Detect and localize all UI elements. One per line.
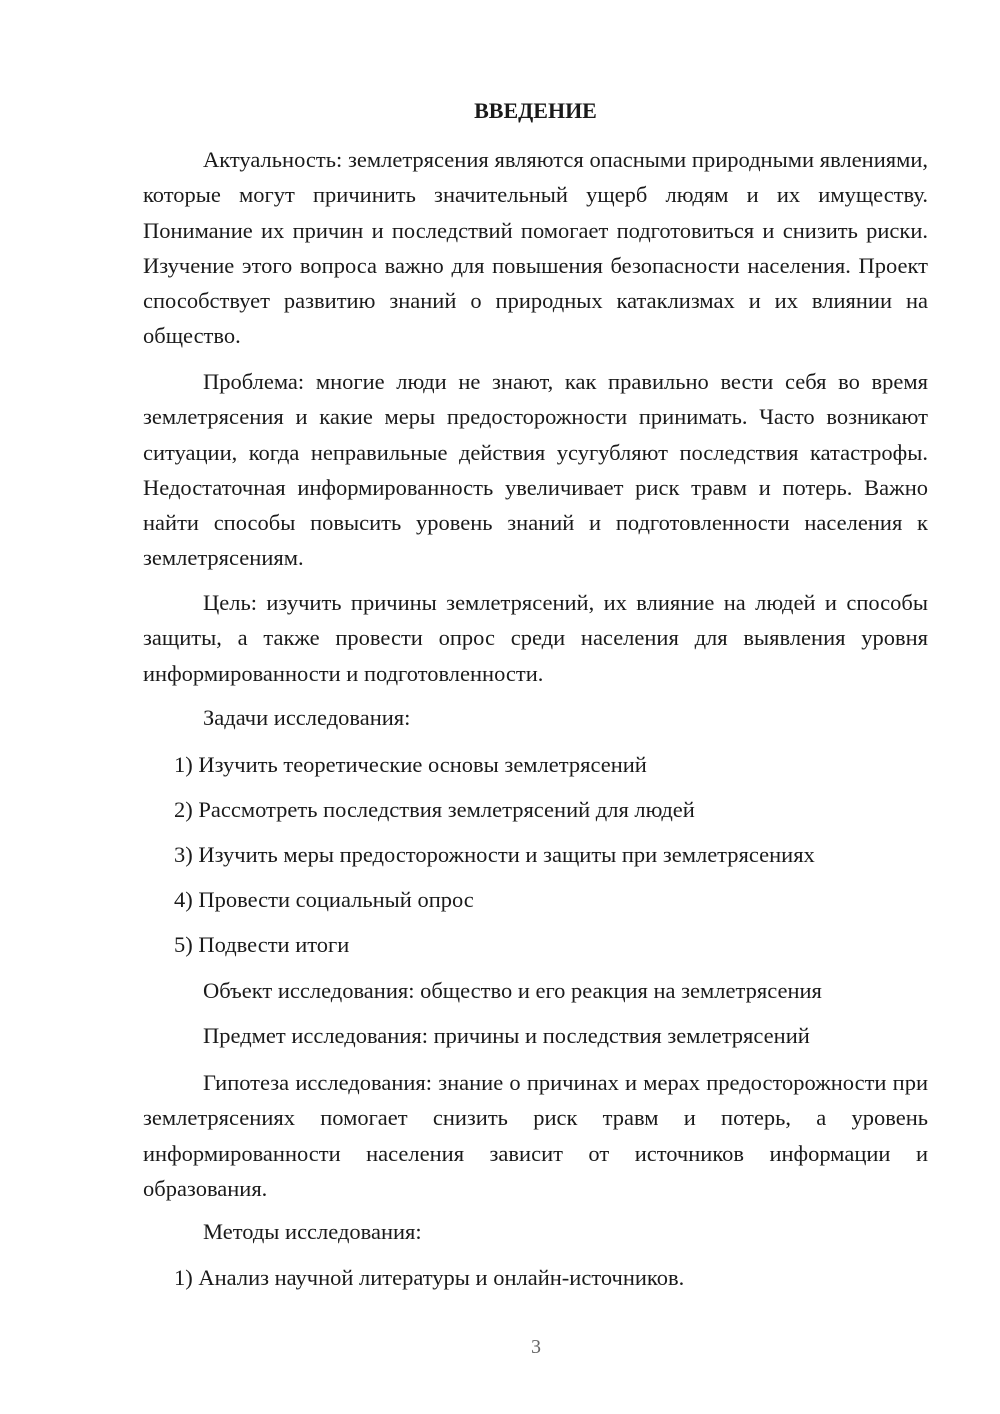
task-item: 4) Провести социальный опрос <box>174 887 474 912</box>
page-number: 3 <box>531 1336 541 1358</box>
research-subject: Предмет исследования: причины и последствия землетрясений <box>203 1023 810 1048</box>
method-item: 1) Анализ научной литературы и онлайн-источников. <box>174 1265 685 1290</box>
methods-heading: Методы исследования: <box>203 1219 422 1244</box>
research-object: Объект исследования: общество и его реакция на землетрясения <box>203 978 822 1003</box>
relevance-paragraph: Актуальность: землетрясения являются опасными природными явлениями, которые могут причинить значительный ущерб людям и их имуществу. Понимание их причин и последствий помогает подготовиться и снизить риски. Изучение этого вопроса важно для повышения безопасности населения. Проект способствует развитию знаний о природных катаклизмах и их влиянии на общество. <box>143 147 928 349</box>
goal-paragraph: Цель: изучить причины землетрясений, их влияние на людей и способы защиты, а также провести опрос среди населения для выявления уровня информированности и подготовленности. <box>143 590 928 686</box>
task-item: 3) Изучить меры предосторожности и защиты при землетрясениях <box>174 842 815 867</box>
task-item: 1) Изучить теоретические основы землетрясений <box>174 752 647 777</box>
page-title: ВВЕДЕНИЕ <box>474 98 597 123</box>
problem-paragraph: Проблема: многие люди не знают, как правильно вести себя во время землетрясения и какие меры предосторожности принимать. Часто возникают ситуации, когда неправильные действия усугубляют последствия катастрофы. Недостаточная информированность увеличивает риск травм и потерь. Важно найти способы повысить уровень знаний и подготовленности населения к землетрясениям. <box>143 369 928 571</box>
task-item: 2) Рассмотреть последствия землетрясений для людей <box>174 797 695 822</box>
hypothesis-paragraph: Гипотеза исследования: знание о причинах и мерах предосторожности при землетрясениях помогает снизить риск травм и потерь, а уровень информированности населения зависит от источников информации и образования. <box>143 1070 928 1201</box>
tasks-heading: Задачи исследования: <box>203 705 411 730</box>
task-item: 5) Подвести итоги <box>174 932 350 957</box>
